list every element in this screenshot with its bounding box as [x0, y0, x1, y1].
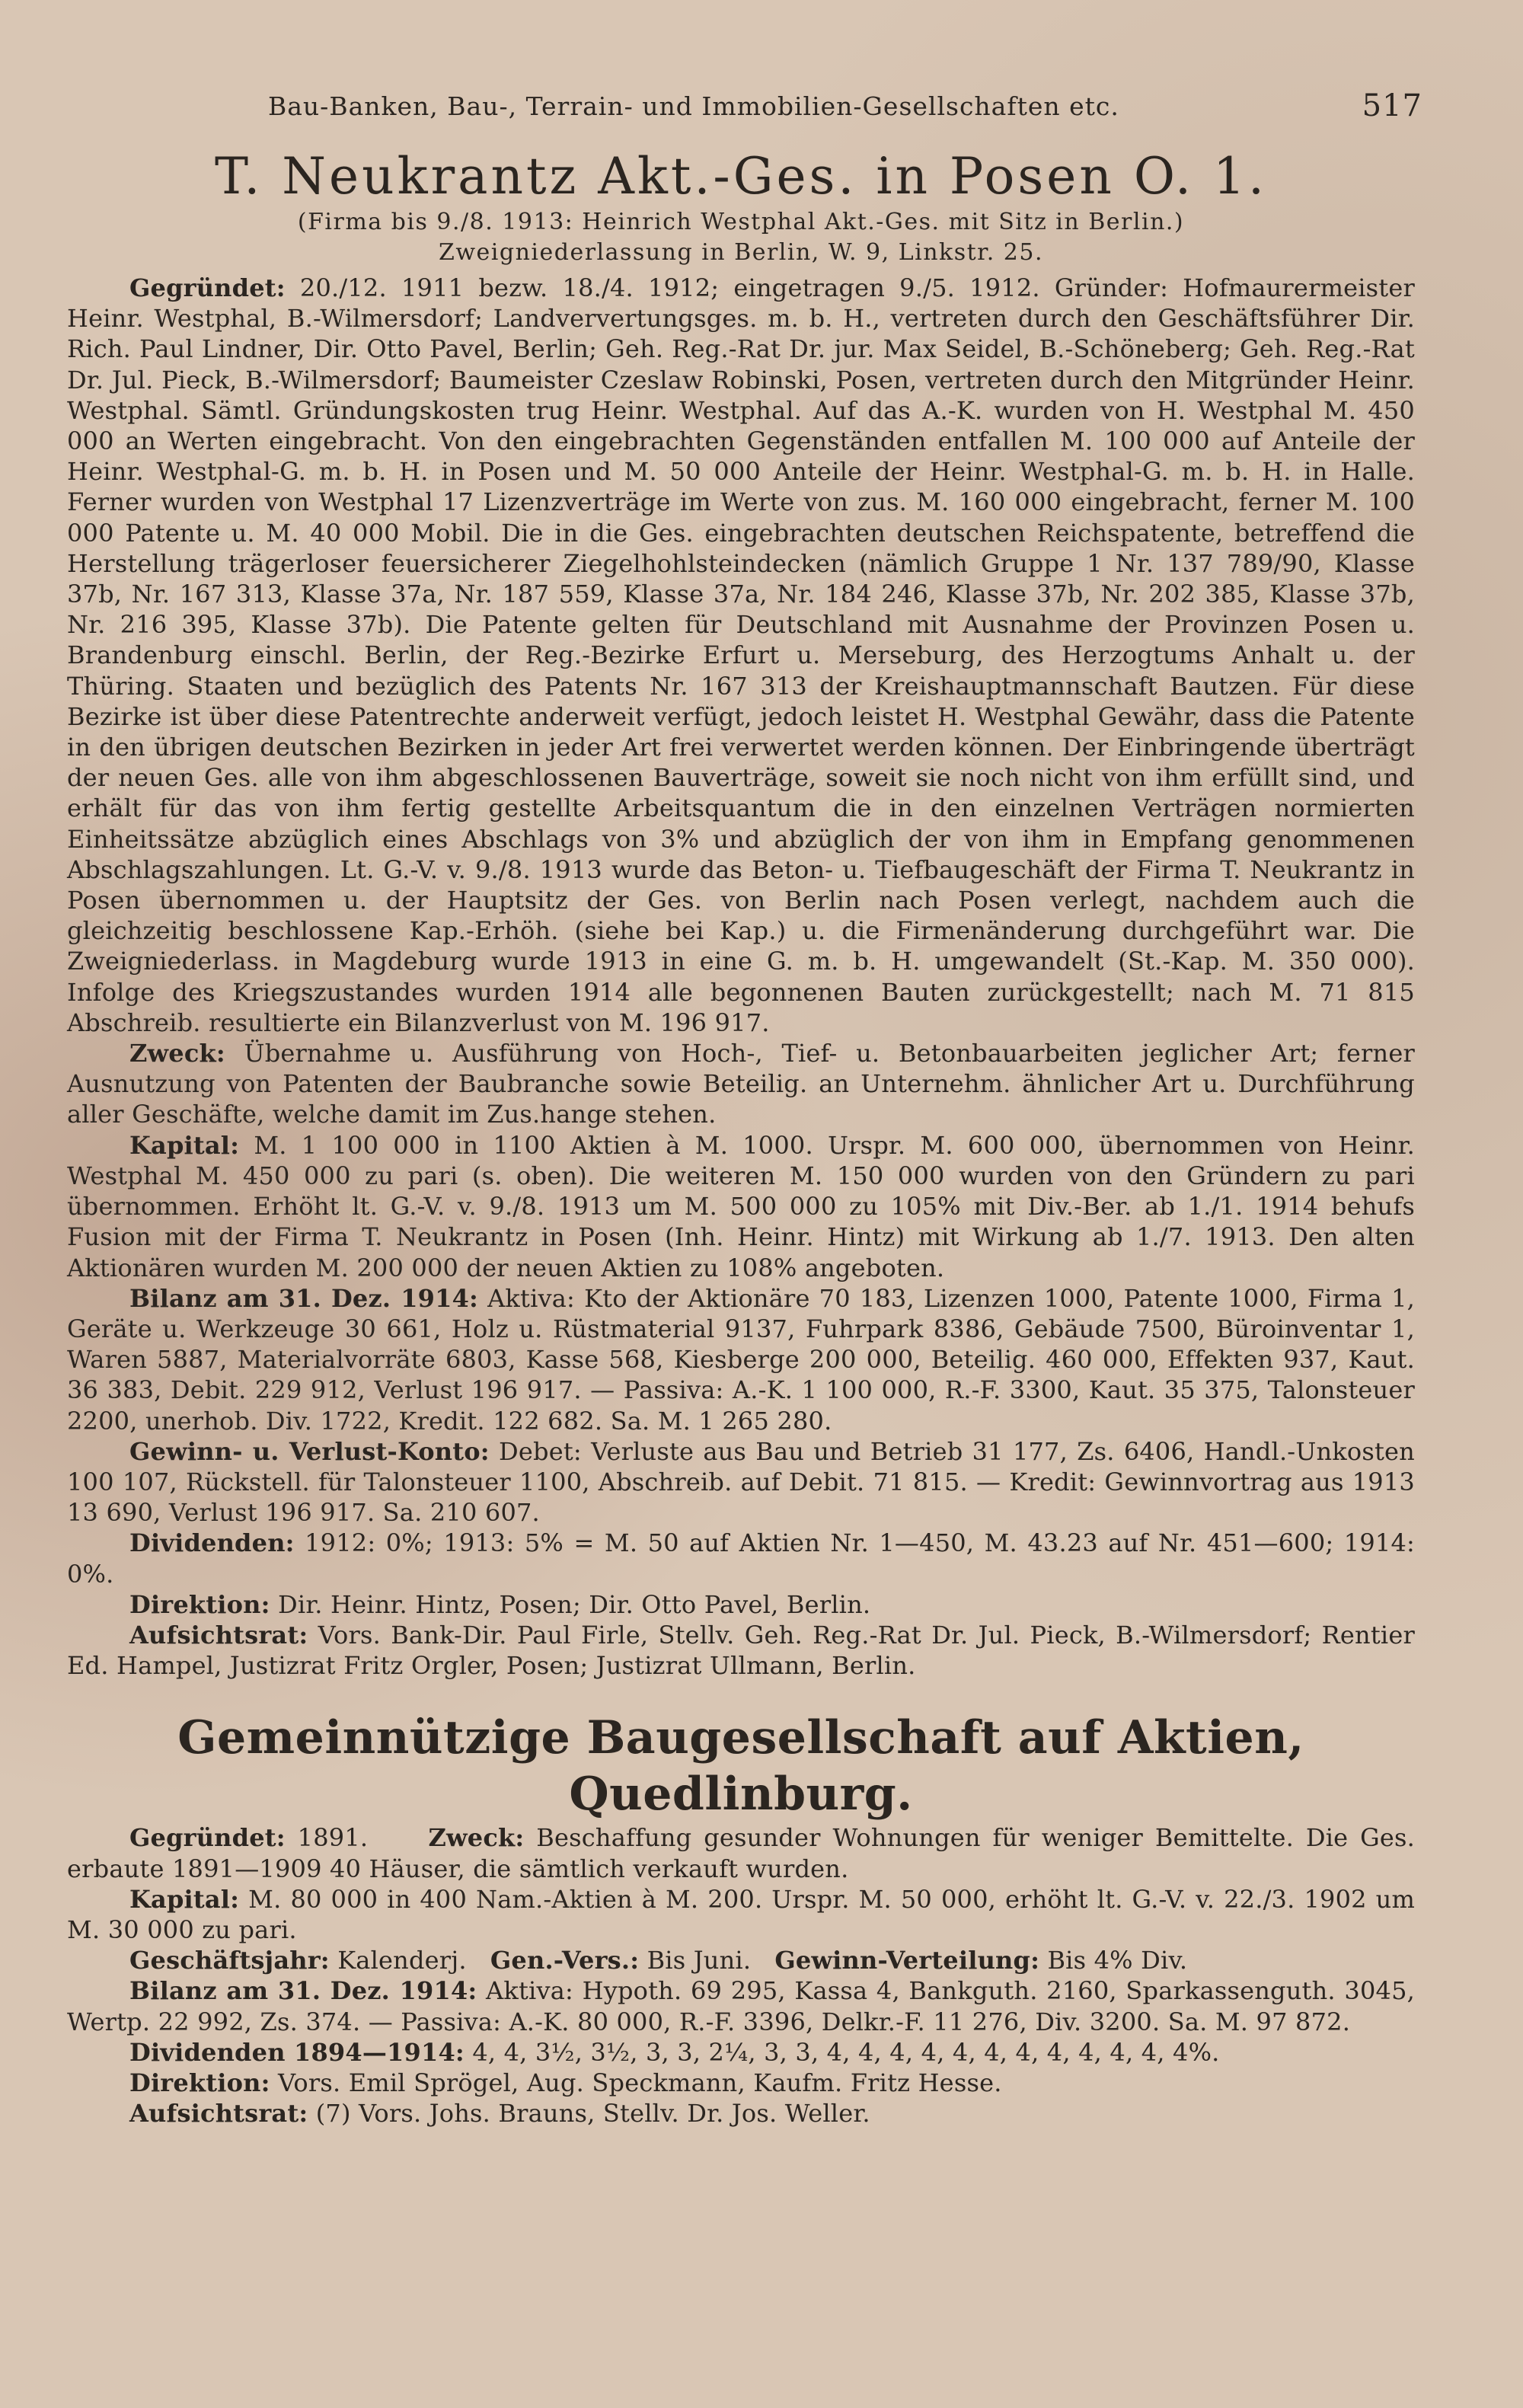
label2-gegruendet: Gegründet: [129, 1823, 286, 1853]
section2-bilanz [67, 1975, 1415, 2036]
text2-bilanz: Aktiva: Hypoth. 69 295, Kassa 4, Bankguth. 2160, Sparkassenguth. 3045, Wertp. 22 992, Zs. 374. — Passiva: A.-K. 80 000, R.-F. 3396, Delkr.-F. 11 276, Div. 3200. Sa. M. 97 872. [67, 1976, 1415, 2036]
label2-dividenden: Dividenden 1894—1914: [129, 2037, 465, 2067]
section-bilanz [67, 1283, 1415, 1436]
page [67, 84, 1422, 2129]
section-gewinn [67, 1436, 1415, 1528]
label2-genvers: Gen.-Vers.: [490, 1946, 640, 1975]
label-bilanz: Bilanz am 31. Dez. 1914: [129, 1283, 479, 1313]
firm-note-1: (Firma bis 9./8. 1913: Heinrich Westphal Akt.-Ges. mit Sitz in Berlin.) [297, 209, 1185, 235]
label-gewinn: Gewinn- u. Verlust-Konto: [129, 1436, 490, 1466]
section2-direktion [67, 2068, 1415, 2098]
text2-aufsichtsrat: (7) Vors. Johs. Brauns, Stellv. Dr. Jos. Weller. [315, 2099, 870, 2129]
text2-gewinnvert: Bis 4% Div. [1047, 1946, 1188, 1975]
label-aufsichtsrat: Aufsichtsrat: [129, 1620, 308, 1650]
label2-zweck: Zweck: [428, 1823, 525, 1853]
section-aufsichtsrat [67, 1620, 1415, 1681]
text-aufsichtsrat: Vors. Bank-Dir. Paul Firle, Stellv. Geh. Reg.-Rat Dr. Jul. Pieck, B.-Wilmersdorf; Rentier Ed. Hampel, Justizrat Fritz Orgler, Posen; Justizrat Ullmann, Berlin. [67, 1620, 1415, 1681]
company-title-quedlinburg: Gemeinnützige Baugesellschaft auf Aktien, Quedlinburg. [177, 1711, 1304, 1822]
text2-geschaeftsjahr: Kalenderj. [337, 1946, 467, 1975]
text-bilanz: Aktiva: Kto der Aktionäre 70 183, Lizenzen 1000, Patente 1000, Firma 1, Geräte u. Werkzeuge 30 661, Holz u. Rüstmaterial 9137, Fuhrpark 8386, Gebäude 7500, Büroinventar 1, Waren 5887, Materialvorräte 6803, Kasse 568, Kiesberge 200 000, Beteilig. 460 000, Effekten 937, Kaut. 36 383, Debit. 229 912, Verlust 196 917. — Passiva: A.-K. 1 100 000, R.-F. 3300, Kaut. 35 375, Talonsteuer 2200, unerhob. Div. 1722, Kredit. 122 682. Sa. M. 1 265 280. [67, 1283, 1415, 1436]
section-direktion [67, 1589, 1415, 1620]
section2-geschaeftsjahr [67, 1945, 1415, 1975]
label2-geschaeftsjahr: Geschäftsjahr: [129, 1946, 330, 1975]
label2-kapital: Kapital: [129, 1884, 240, 1914]
label2-bilanz: Bilanz am 31. Dez. 1914: [129, 1976, 477, 2006]
text2-direktion: Vors. Emil Sprögel, Aug. Speckmann, Kaufm. Fritz Hesse. [278, 2068, 1002, 2097]
section-kapital [67, 1130, 1415, 1283]
section2-dividenden [67, 2037, 1415, 2068]
section-gegruendet [67, 273, 1415, 1038]
text2-zweck: Beschaffung gesunder Wohnungen für weniger Bemittelte. Die Ges. erbaute 1891—1909 40 Häuser, die sämtlich verkauft wurden. [67, 1823, 1416, 1883]
label-zweck: Zweck: [129, 1039, 225, 1068]
label2-direktion: Direktion: [129, 2068, 270, 2097]
section-zweck [67, 1038, 1415, 1130]
label-kapital: Kapital: [129, 1130, 240, 1160]
label-direktion: Direktion: [129, 1589, 270, 1619]
firm-note-2: Zweigniederlassung in Berlin, W. 9, Linkstr. 25. [439, 239, 1043, 266]
text-kapital: M. 1 100 000 in 1100 Aktien à M. 1000. Urspr. M. 600 000, übernommen von Heinr. Westphal M. 450 000 zu pari (s. oben). Die weiteren M. 150 000 wurden von den Gründern zu pari übernommen. Erhöht lt. G.-V. v. 9./8. 1913 um M. 500 000 zu 105% mit Div.-Ber. ab 1./1. 1914 behufs Fusion mit der Firma T. Neukrantz in Posen (Inh. Heinr. Hintz) mit Wirkung ab 1./7. 1913. Den alten Aktionären wurden M. 200 000 der neuen Aktien zu 108% angeboten. [67, 1130, 1415, 1282]
section2-aufsichtsrat [67, 2098, 1415, 2129]
section2-gegruendet-zweck [67, 1822, 1415, 1883]
text-dividenden: 1912: 0%; 1913: 5% = M. 50 auf Aktien Nr. 1—450, M. 43.23 auf Nr. 451—600; 1914: 0%. [67, 1528, 1415, 1589]
label2-aufsichtsrat: Aufsichtsrat: [129, 2099, 308, 2129]
running-title: Bau-Banken, Bau-, Terrain- und Immobilien-Gesellschaften etc. [268, 91, 1119, 121]
label-gegruendet: Gegründet: [129, 273, 286, 302]
text-gegruendet: 20./12. 1911 bezw. 18./4. 1912; eingetragen 9./5. 1912. Gründer: Hofmaurermeister Heinr. Westphal, B.-Wilmersdorf; Landververtungsges. m. b. H., vertreten durch den Geschäftsführer Dir. Rich. Paul Lindner, Dir. Otto Pavel, Berlin; Geh. Reg.-Rat Dr. jur. Max Seidel, B.-Schöneberg; Geh. Reg.-Rat Dr. Jul. Pieck, B.-Wilmersdorf; Baumeister Czeslaw Robinski, Posen, vertreten durch den Mitgründer Heinr. Westphal. Sämtl. Gründungskosten trug Heinr. Westphal. Auf das A.-K. wurden von H. Westphal M. 450 000 an Werten eingebracht. Von den eingebrachten Gegenständen entfallen M. 100 000 auf Anteile der Heinr. Westphal-G. m. b. H. in Posen und M. 50 000 Anteile der Heinr. Westphal-G. m. b. H. in Halle. Ferner wurden von Westphal 17 Lizenzverträge im Werte von zus. M. 160 000 eingebracht, ferner M. 100 000 Patente u. M. 40 000 Mobil. Die in die Ges. eingebrachten deutschen Reichspatente, betreffend die Herstellung trägerloser feuersicherer Ziegelhohlsteindecken (nämlich Gruppe 1 Nr. 137 789/90, Klasse 37b, Nr. 167 313, Klasse 37a, Nr. 187 559, Klasse 37a, Nr. 184 246, Klasse 37b, Nr. 202 385, Klasse 37b, Nr. 216 395, Klasse 37b). Die Patente gelten für Deutschland mit Ausnahme der Provinzen Posen u. Brandenburg einschl. Berlin, der Reg.-Bezirke Erfurt u. Merseburg, des Herzogtums Anhalt u. der Thüring. Staaten und bezüglich des Patents Nr. 167 313 der Kreishauptmannschaft Bautzen. Für diese Bezirke ist über diese Patentrechte anderweit verfügt, jedoch leistet H. Westphal Gewähr, dass die Patente in den übrigen deutschen Bezirken in jeder Art frei verwertet werden können. Der Einbringende überträgt der neuen Ges. alle von ihm abgeschlossenen Bauverträge, soweit sie noch nicht von ihm erfüllt sind, und erhält für das von ihm fertig gestellte Arbeitsquantum die in den einzelnen Verträgen normierten Einheitssätze abzüglich eines Abschlags von 3% und abzüglich der von ihm in Empfang genommenen Abschlagszahlungen. Lt. G.-V. v. 9./8. 1913 wurde das Beton- u. Tiefbaugeschäft der Firma T. Neukrantz in Posen übernommen u. der Hauptsitz der Ges. von Berlin nach Posen verlegt, nachdem auch die gleichzeitig beschlossene Kap.-Erhöh. (siehe bei Kap.) u. die Firmenänderung durchgeführt war. Die Zweigniederlass. in Magdeburg wurde 1913 in eine G. m. b. H. umgewandelt (St.-Kap. M. 350 000). Infolge des Kriegszustandes wurden 1914 alle begonnenen Bauten zurückgestellt; nach M. 71 815 Abschreib. resultierte ein Bilanzverlust von M. 196 917. [67, 273, 1415, 1037]
text2-gegruendet: 1891. [297, 1823, 369, 1853]
section-dividenden [67, 1528, 1415, 1589]
text2-genvers: Bis Juni. [647, 1946, 752, 1975]
text-zweck: Übernahme u. Ausführung von Hoch-, Tief- u. Betonbauarbeiten jeglicher Art; ferner Ausnutzung von Patenten der Baubranche sowie Beteilig. an Unternehm. ähnlicher Art u. Durchführung aller Geschäfte, welche damit im Zus.hange stehen. [67, 1039, 1415, 1129]
label2-gewinnvert: Gewinn-Verteilung: [774, 1946, 1040, 1975]
text-gewinn: Debet: Verluste aus Bau und Betrieb 31 177, Zs. 6406, Handl.-Unkosten 100 107, Rückstell. für Talonsteuer 1100, Abschreib. auf Debit. 71 815. — Kredit: Gewinnvortrag aus 1913 13 690, Verlust 196 917. Sa. 210 607. [67, 1436, 1415, 1528]
text2-dividenden: 4, 4, 3½, 3½, 3, 3, 2¼, 3, 3, 4, 4, 4, 4, 4, 4, 4, 4, 4, 4, 4, 4%. [472, 2037, 1220, 2067]
section2-kapital [67, 1884, 1415, 1945]
text2-kapital: M. 80 000 in 400 Nam.-Aktien à M. 200. Urspr. M. 50 000, erhöht lt. G.-V. v. 22./3. 1902 um M. 30 000 zu pari. [67, 1884, 1415, 1944]
page-number: 517 [1362, 88, 1422, 123]
company-title-neukrantz: T. Neukrantz Akt.-Ges. in Posen O. 1. [215, 147, 1267, 206]
label-dividenden: Dividenden: [129, 1528, 295, 1558]
running-header [67, 84, 1422, 129]
text-direktion: Dir. Heinr. Hintz, Posen; Dir. Otto Pavel, Berlin. [278, 1589, 871, 1619]
